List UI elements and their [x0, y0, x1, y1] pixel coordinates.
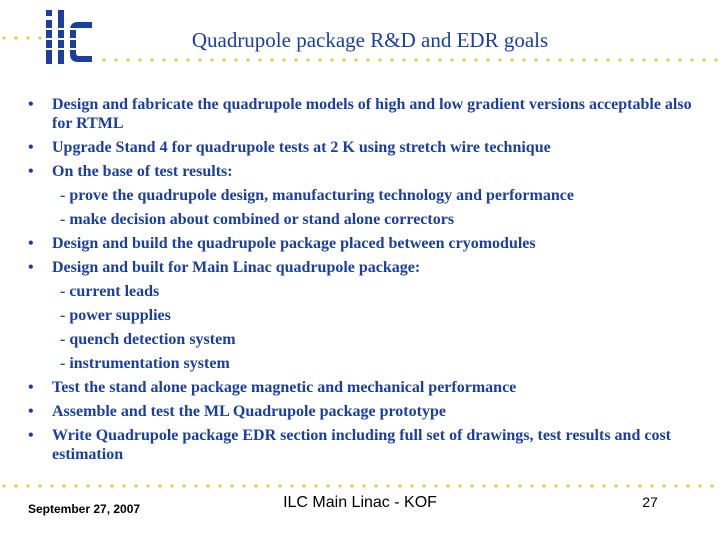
- dot: [158, 484, 161, 487]
- slide-title: Quadrupole package R&D and EDR goals: [191, 28, 549, 52]
- sub-item: [28, 208, 708, 232]
- sub-item-text: - instrumentation system: [60, 355, 230, 372]
- dot: [410, 484, 413, 487]
- dot: [714, 58, 717, 61]
- bullet-marker: •: [28, 379, 34, 396]
- dot: [662, 484, 665, 487]
- bullet-text: Write Quadrupole package EDR section including full set of drawings, test results and cost estimation: [52, 427, 671, 463]
- bullet-list: [28, 93, 708, 467]
- dot: [50, 484, 53, 487]
- dot: [522, 58, 525, 61]
- dot: [710, 484, 713, 487]
- bullet-text: Design and fabricate the quadrupole models of high and low gradient versions acceptable also for RTML: [52, 96, 692, 132]
- dot: [14, 484, 17, 487]
- dot: [306, 58, 309, 61]
- dot: [438, 58, 441, 61]
- dot: [146, 484, 149, 487]
- dot: [594, 58, 597, 61]
- dot: [546, 58, 549, 61]
- dot: [386, 484, 389, 487]
- ilc-logo: [44, 8, 98, 66]
- dot: [110, 484, 113, 487]
- dot: [294, 58, 297, 61]
- bullet-item: [28, 160, 708, 184]
- dot: [482, 484, 485, 487]
- dot: [126, 58, 129, 61]
- dot: [474, 58, 477, 61]
- dot: [494, 484, 497, 487]
- dot: [222, 58, 225, 61]
- dot: [26, 484, 29, 487]
- sub-item: [28, 328, 708, 352]
- dot: [422, 484, 425, 487]
- dot: [122, 484, 125, 487]
- dot: [278, 484, 281, 487]
- dot: [14, 36, 17, 39]
- bullet-text: Assemble and test the ML Quadrupole package prototype: [52, 403, 446, 420]
- dot: [38, 36, 41, 39]
- bullet-item: [28, 93, 708, 136]
- dot: [182, 484, 185, 487]
- dot: [2, 484, 5, 487]
- dot: [402, 58, 405, 61]
- bullet-text: Test the stand alone package magnetic and mechanical performance: [52, 379, 517, 396]
- page-number: 27: [642, 494, 658, 510]
- dot: [282, 58, 285, 61]
- dot: [426, 58, 429, 61]
- dot: [26, 36, 29, 39]
- dot: [374, 484, 377, 487]
- dot: [74, 484, 77, 487]
- dot: [602, 484, 605, 487]
- dot: [434, 484, 437, 487]
- dot: [566, 484, 569, 487]
- dot: [686, 484, 689, 487]
- dot: [338, 484, 341, 487]
- bullet-marker: •: [28, 96, 34, 113]
- dot: [246, 58, 249, 61]
- bullet-item: [28, 256, 708, 280]
- dot: [114, 58, 117, 61]
- dot: [86, 484, 89, 487]
- dot: [102, 58, 105, 61]
- dot: [498, 58, 501, 61]
- dot: [626, 484, 629, 487]
- dot: [342, 58, 345, 61]
- dot: [558, 58, 561, 61]
- dot: [674, 484, 677, 487]
- dot: [458, 484, 461, 487]
- dot: [254, 484, 257, 487]
- dot: [134, 484, 137, 487]
- dot: [234, 58, 237, 61]
- dot: [618, 58, 621, 61]
- bullet-item: [28, 232, 708, 256]
- sub-item: [28, 280, 708, 304]
- dot: [690, 58, 693, 61]
- dot: [362, 484, 365, 487]
- dot: [530, 484, 533, 487]
- dot: [666, 58, 669, 61]
- bullet-item: [28, 136, 708, 160]
- dot: [446, 484, 449, 487]
- bullet-text: Design and build the quadrupole package placed between cryomodules: [52, 235, 536, 252]
- dot: [194, 484, 197, 487]
- dot: [218, 484, 221, 487]
- dot: [354, 58, 357, 61]
- dot: [390, 58, 393, 61]
- dot: [210, 58, 213, 61]
- sub-item-text: - current leads: [60, 283, 160, 300]
- dot: [150, 58, 153, 61]
- bullet-text: Upgrade Stand 4 for quadrupole tests at 2 K using stretch wire technique: [52, 139, 551, 156]
- dot: [138, 58, 141, 61]
- dot: [638, 484, 641, 487]
- dot: [678, 58, 681, 61]
- dot: [554, 484, 557, 487]
- dot: [326, 484, 329, 487]
- dot: [2, 36, 5, 39]
- bullet-text: Design and built for Main Linac quadrupole package:: [52, 259, 421, 276]
- dot: [318, 58, 321, 61]
- bullet-item: [28, 376, 708, 400]
- dot: [198, 58, 201, 61]
- bullet-marker: •: [28, 403, 34, 420]
- dotted-rule-top-left: [0, 34, 42, 42]
- dot: [650, 484, 653, 487]
- sub-item: [28, 304, 708, 328]
- dot: [258, 58, 261, 61]
- dot: [542, 484, 545, 487]
- dot: [582, 58, 585, 61]
- dot: [642, 58, 645, 61]
- dot: [170, 484, 173, 487]
- dot: [378, 58, 381, 61]
- bullet-text: On the base of test results:: [52, 163, 233, 180]
- bullet-marker: •: [28, 427, 34, 444]
- dot: [590, 484, 593, 487]
- dot: [350, 484, 353, 487]
- dot: [414, 58, 417, 61]
- dot: [98, 484, 101, 487]
- bullet-marker: •: [28, 139, 34, 156]
- dot: [606, 58, 609, 61]
- dot: [302, 484, 305, 487]
- dotted-rule-bottom: [0, 482, 720, 490]
- bullet-marker: •: [28, 163, 34, 180]
- bullet-item: [28, 424, 708, 467]
- dot: [242, 484, 245, 487]
- dot: [186, 58, 189, 61]
- sub-item-text: - make decision about combined or stand alone correctors: [60, 211, 455, 228]
- sub-item-text: - quench detection system: [60, 331, 236, 348]
- dot: [614, 484, 617, 487]
- dot: [330, 58, 333, 61]
- dot: [38, 484, 41, 487]
- dot: [62, 484, 65, 487]
- footer-date: September 27, 2007: [28, 502, 141, 516]
- dot: [230, 484, 233, 487]
- bullet-marker: •: [28, 235, 34, 252]
- dot: [174, 58, 177, 61]
- dot: [698, 484, 701, 487]
- dot: [450, 58, 453, 61]
- dot: [314, 484, 317, 487]
- bullet-marker: •: [28, 259, 34, 276]
- dot: [398, 484, 401, 487]
- dot: [702, 58, 705, 61]
- sub-item: [28, 352, 708, 376]
- dot: [470, 484, 473, 487]
- dot: [290, 484, 293, 487]
- dot: [366, 58, 369, 61]
- dot: [578, 484, 581, 487]
- dotted-rule-top: [100, 56, 720, 64]
- footer-title: ILC Main Linac - KOF: [283, 494, 437, 511]
- dot: [486, 58, 489, 61]
- dot: [510, 58, 513, 61]
- dot: [570, 58, 573, 61]
- sub-item-text: - power supplies: [60, 307, 171, 324]
- dot: [206, 484, 209, 487]
- dot: [270, 58, 273, 61]
- bullet-item: [28, 400, 708, 424]
- dot: [534, 58, 537, 61]
- dot: [462, 58, 465, 61]
- dot: [162, 58, 165, 61]
- dot: [266, 484, 269, 487]
- dot: [506, 484, 509, 487]
- sub-item-text: - prove the quadrupole design, manufacturing technology and performance: [60, 187, 574, 204]
- dot: [630, 58, 633, 61]
- dot: [518, 484, 521, 487]
- dot: [654, 58, 657, 61]
- sub-item: [28, 184, 708, 208]
